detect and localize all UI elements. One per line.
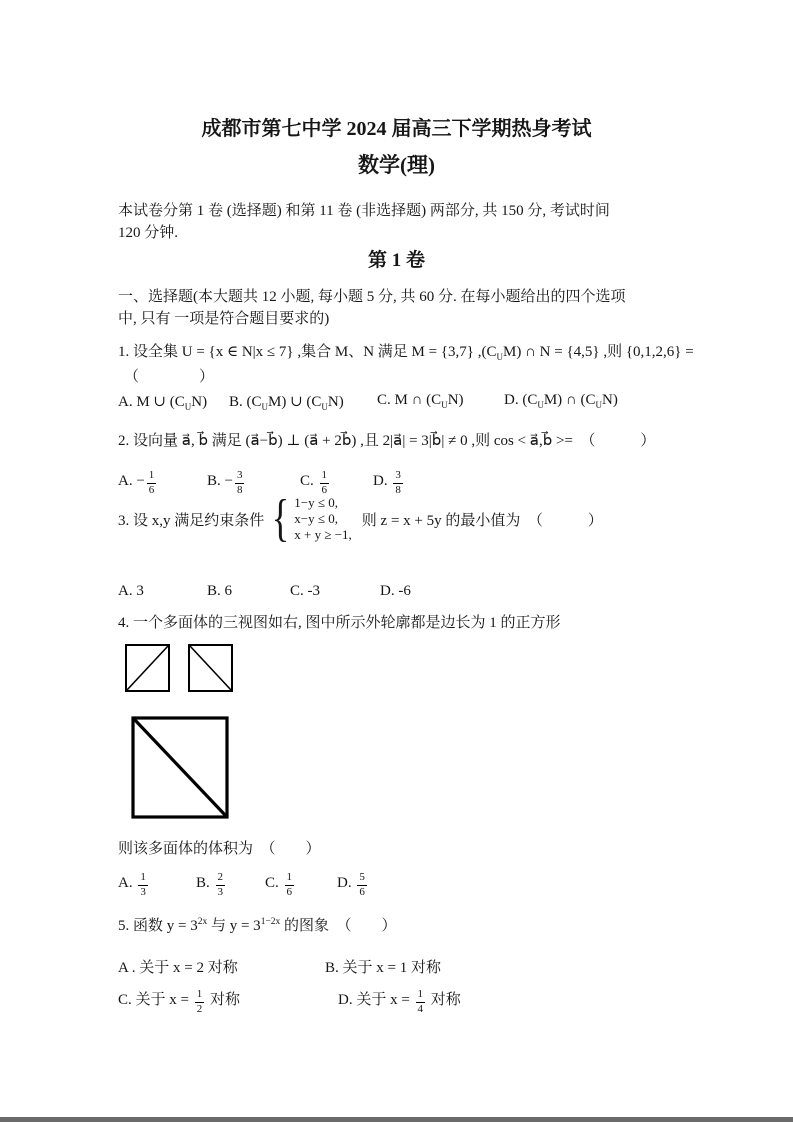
question-5-options-row-1: [118, 956, 678, 986]
exam-intro-line1: 本试卷分第 1 卷 (选择题) 和第 11 卷 (非选择题) 两部分, 共 150 分, 考试时间: [118, 203, 610, 219]
exam-intro-line2: 120 分钟.: [118, 225, 179, 241]
question-3-options: [118, 583, 678, 613]
window-bottom-edge: [0, 1117, 793, 1122]
constraint-line-2: x−y ≤ 0,: [294, 511, 338, 526]
three-view-large-square-falling-diagonal-figure: [131, 716, 230, 820]
constraint-brace: {: [272, 489, 290, 547]
question-3-stem: [118, 489, 603, 547]
question-1-stem: 1. 设全集 U = {x ∈ N|x ≤ 7} ,集合 M、N 满足 M = {3,7} $,(C_UM)$ ∩ N = {4,5} ,则 {0,1,2,6} =: [118, 344, 694, 362]
question-1-option-c: C. M ∩ $(C_UN)$: [377, 392, 464, 410]
question-4-stem: 4. 一个多面体的三视图如右, 图中所示外轮廓都是边长为 1 的正方形: [118, 615, 561, 631]
question-1-option-b: B. $(C_UM)$ ∪ $(C_UN)$: [229, 394, 344, 412]
three-view-square-2-falling-diagonal-figure: [188, 644, 234, 693]
question-3-option-d: D. -6: [380, 583, 411, 599]
question-4-options: [118, 872, 678, 902]
section-instructions-line1: 一、选择题(本大题共 12 小题, 每小题 5 分, 共 60 分. 在每小题给出的四个选项: [118, 289, 626, 305]
constraint-line-1: 1−y ≤ 0,: [294, 495, 338, 510]
question-2-option-d: D. $\frac{3}{8}$: [373, 469, 401, 496]
question-3-tail: 则 z = x + 5y 的最小值为 （ ）: [361, 512, 603, 529]
question-3-option-b: B. 6: [207, 583, 233, 599]
question-3-lead: 3. 设 x,y 满足约束条件: [118, 512, 265, 529]
part-1-header: 第 1 卷: [367, 250, 425, 271]
question-2-option-a: A. − $\frac{1}{6}$: [118, 469, 155, 496]
question-4-option-c: C. $\frac{1}{6}$: [265, 871, 293, 898]
constraint-line-3: x + y ≥ −1,: [294, 527, 352, 542]
question-5-option-c: C. 关于 x = $\frac{1}{2}$ 对称: [118, 987, 240, 1015]
question-3-option-a: A. 3: [118, 583, 144, 599]
question-1-options: [118, 392, 678, 422]
question-1-option-a: A. M ∪ $(C_UN)$: [118, 394, 208, 412]
question-4-option-a: A. $\frac{1}{3}$: [118, 871, 146, 898]
exam-title: 成都市第七中学 2024 届高三下学期热身考试: [201, 118, 592, 140]
constraint-system: [294, 495, 352, 543]
question-2-stem: 2. 设向量 a⃗, b⃗ 满足 (a⃗−b⃗) ⊥ (a⃗ + 2b⃗) ,且 2|a⃗| = 3|b⃗| ≠ 0 ,则 cos < a⃗,b⃗ >= （ ）: [118, 433, 656, 449]
section-instructions-line2: 中, 只有 一项是符合题目要求的): [118, 311, 330, 327]
question-5-option-b: B. 关于 x = 1 对称: [325, 960, 441, 976]
question-4-option-b: B. $\frac{2}{3}$: [196, 871, 224, 898]
question-4-option-d: D. $\frac{5}{6}$: [337, 871, 365, 898]
question-4-tail: 则该多面体的体积为 （ ）: [118, 841, 321, 857]
exam-subtitle: 数学(理): [358, 153, 435, 177]
question-2-option-b: B. − $\frac{3}{8}$: [207, 469, 243, 496]
question-5-options-row-2: [118, 988, 678, 1018]
question-5-option-d: D. 关于 x = $\frac{1}{4}$ 对称: [338, 987, 461, 1015]
question-5-option-a: A . 关于 x = 2 对称: [118, 960, 238, 976]
question-3-option-c: C. -3: [290, 583, 320, 599]
question-1-option-d: D. $(C_UM)$ ∩ $(C_UN)$: [504, 392, 618, 410]
question-2-option-c: C. $\frac{1}{6}$: [300, 469, 328, 496]
question-5-stem: 5. 函数 $y = 3^{2x}$ 与 $y = 3^{1-2x}$ 的图象 （ ）: [118, 917, 397, 934]
three-view-square-1-rising-diagonal-figure: [125, 644, 171, 693]
question-1-answer-blank: （ ）: [124, 369, 215, 385]
